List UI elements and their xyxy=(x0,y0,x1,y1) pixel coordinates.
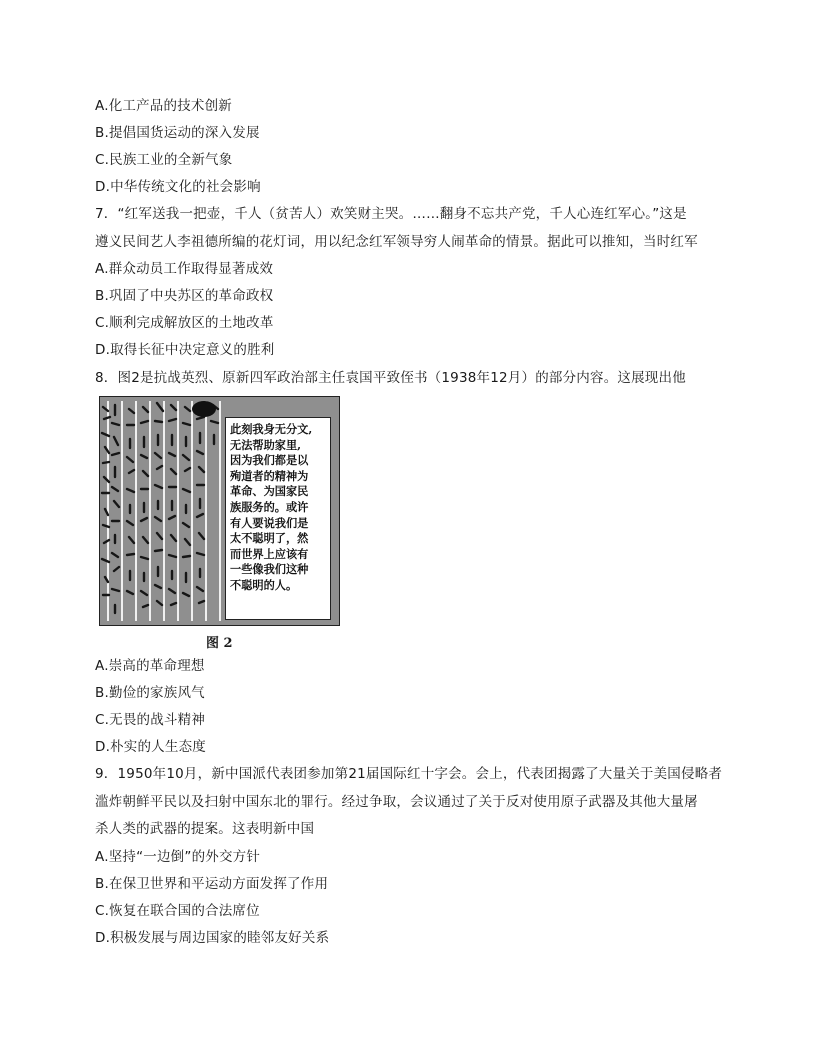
q9-stem-line-2: 滥炸朝鲜平民以及扫射中国东北的罪行。经过争取，会议通过了关于反对使用原子武器及其他大量屠 xyxy=(95,794,698,810)
q7-option-c: C.顺利完成解放区的土地改革 xyxy=(95,315,274,331)
q7-option-d: D.取得长征中决定意义的胜利 xyxy=(95,342,275,358)
transcript-line: 革命、为国家民 xyxy=(230,484,309,499)
transcript-line: 因为我们都是以 xyxy=(230,453,309,468)
figure-caption: 图 2 xyxy=(206,636,233,651)
transcript-line: 族服务的。或许 xyxy=(230,499,309,514)
letter-transcript-box xyxy=(225,417,331,620)
transcript-line: 有人要说我们是 xyxy=(230,515,309,530)
q7-stem-line-1: 7．“红军送我一把壶，千人（贫苦人）欢笑财主哭。……翻身不忘共产党，千人心连红军心。”这是 xyxy=(95,206,687,222)
q8-option-b: B.勤俭的家族风气 xyxy=(95,685,205,701)
transcript-line: 无法帮助家里, xyxy=(230,437,302,452)
q8-stem: 8．图2是抗战英烈、原新四军政治部主任袁国平致侄书（1938年12月）的部分内容。这展现出他 xyxy=(95,370,686,386)
q6-option-a: A.化工产品的技术创新 xyxy=(95,98,232,114)
transcript-line: 而世界上应该有 xyxy=(230,546,309,561)
q7-option-b: B.巩固了中央苏区的革命政权 xyxy=(95,288,274,304)
q9-stem-line-1: 9．1950年10月，新中国派代表团参加第21届国际红十字会。会上，代表团揭露了大量关于美国侵略者 xyxy=(95,766,723,782)
transcript-line: 此刻我身无分文, xyxy=(230,422,313,436)
q9-option-c: C.恢复在联合国的合法席位 xyxy=(95,903,260,919)
q9-stem-line-3: 杀人类的武器的提案。这表明新中国 xyxy=(95,821,315,837)
letter-figure xyxy=(99,396,340,626)
transcript-line: 殉道者的精神为 xyxy=(230,468,309,483)
q8-option-a: A.崇高的革命理想 xyxy=(95,658,205,674)
transcript-line: 一些像我们这种 xyxy=(230,562,309,577)
q8-option-d: D.朴实的人生态度 xyxy=(95,739,206,755)
q6-option-d: D.中华传统文化的社会影响 xyxy=(95,179,261,195)
q6-option-b: B.提倡国货运动的深入发展 xyxy=(95,125,260,141)
transcript-line: 太不聪明了，然 xyxy=(230,531,309,546)
q7-option-a: A.群众动员工作取得显著成效 xyxy=(95,261,274,277)
q9-option-b: B.在保卫世界和平运动方面发挥了作用 xyxy=(95,876,329,892)
q9-option-d: D.积极发展与周边国家的睦邻友好关系 xyxy=(95,930,330,946)
q7-stem-line-2: 遵义民间艺人李祖德所编的花灯词，用以纪念红军领导穷人闹革命的情景。据此可以推知，当时红军 xyxy=(95,234,698,250)
q6-option-c: C.民族工业的全新气象 xyxy=(95,152,233,168)
q8-option-c: C.无畏的战斗精神 xyxy=(95,712,206,728)
q9-option-a: A.坚持“一边倒”的外交方针 xyxy=(95,849,261,865)
transcript-line: 不聪明的人。 xyxy=(230,577,298,592)
